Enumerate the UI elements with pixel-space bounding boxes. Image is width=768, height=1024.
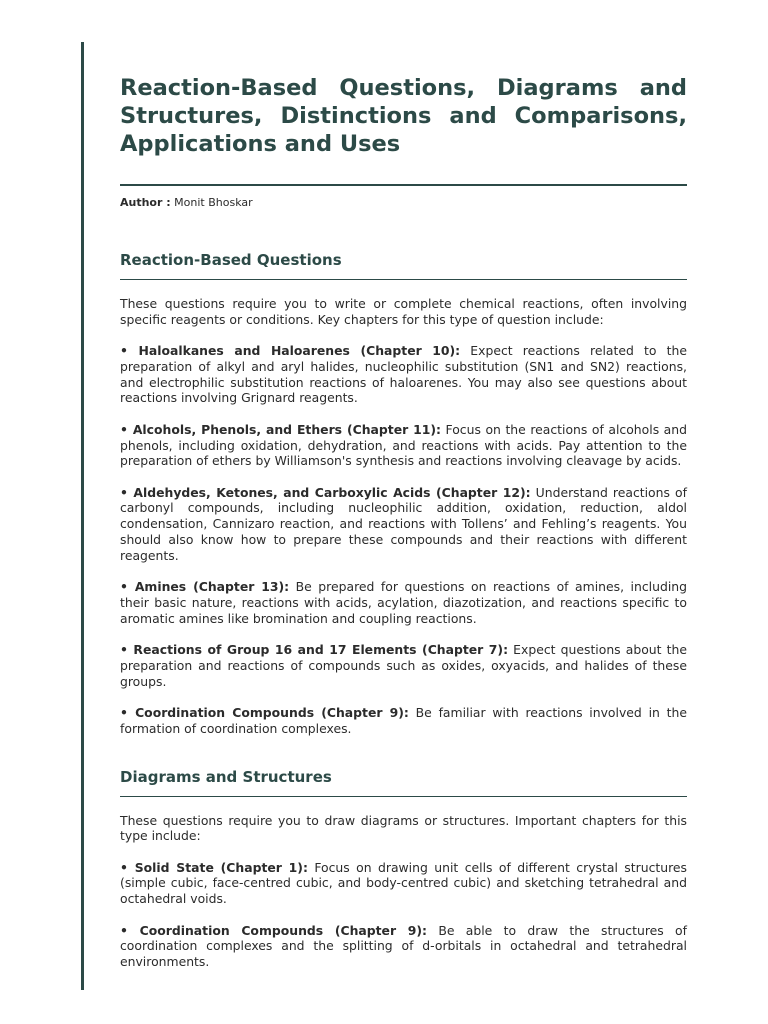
list-item	[120, 343, 687, 406]
left-margin-rule	[81, 42, 84, 990]
item-label: • Amines (Chapter 13):	[120, 579, 290, 595]
item-text: Be familiar with reactions involved in the formation of coordination complexes.	[120, 704, 687, 736]
list-item	[120, 923, 687, 970]
section-heading-diagrams: Diagrams and Structures	[120, 767, 332, 786]
item-label: • Haloalkanes and Haloarenes (Chapter 10):	[120, 343, 461, 359]
section-divider	[120, 279, 687, 280]
section-intro: These questions require you to draw diagrams or structures. Important chapters for this type include:	[120, 812, 687, 844]
item-text: Expect reactions related to the preparation of alkyl and aryl halides, nucleophilic substitution (SN1 and SN2) reactions, and electrophilic substitution reactions of haloarenes. You may also see questions about reactions involving Grignard reagents.	[120, 343, 687, 406]
list-item	[120, 705, 687, 737]
item-text: Be able to draw the structures of coordination complexes and the splitting of d-orbitals in octahedral and tetrahedral environments.	[120, 922, 687, 970]
section-intro: These questions require you to write or complete chemical reactions, often involving specific reagents or conditions. Key chapters for this type of question include:	[120, 296, 687, 327]
item-text: Focus on drawing unit cells of different crystal structures (simple cubic, face-centred cubic, and body-centred cubic) and sketching tetrahedral and octahedral voids.	[120, 859, 687, 907]
item-text: Focus on the reactions of alcohols and phenols, including oxidation, dehydration, and reactions with acids. Pay attention to the preparation of ethers by Williamson's synthesis and reactions involving cleavage by acids.	[120, 421, 687, 469]
item-text: Understand reactions of carbonyl compounds, including nucleophilic addition, oxidation, reduction, aldol condensation, Cannizaro reaction, and reactions with Tollens’ and Fehling’s reagents. You should also know how to prepare these compounds and their reactions with different reagents.	[120, 484, 687, 563]
list-item	[120, 579, 687, 626]
section-divider	[120, 796, 687, 797]
item-label: • Coordination Compounds (Chapter 9):	[120, 922, 428, 938]
list-item	[120, 642, 687, 689]
title-divider	[120, 184, 687, 186]
item-label: • Coordination Compounds (Chapter 9):	[120, 704, 409, 720]
item-label: • Alcohols, Phenols, and Ethers (Chapter 11):	[120, 421, 441, 437]
author-line	[120, 196, 687, 210]
item-text: Expect questions about the preparation and reactions of compounds such as oxides, oxyacids, and halides of these groups.	[120, 642, 687, 689]
item-label: • Reactions of Group 16 and 17 Elements (Chapter 7):	[120, 642, 509, 658]
item-label: • Aldehydes, Ketones, and Carboxylic Acids (Chapter 12):	[120, 484, 531, 500]
document-title: Reaction-Based Questions, Diagrams and Structures, Distinctions and Comparisons, Applications and Uses	[120, 75, 687, 157]
item-text: Be prepared for questions on reactions of amines, including their basic nature, reactions with acids, acylation, diazotization, and reactions specific to aromatic amines like bromination and coupling reactions.	[120, 579, 687, 626]
section-heading-reaction-based: Reaction-Based Questions	[120, 251, 342, 269]
author-label: Author :	[120, 196, 171, 209]
list-item	[120, 485, 687, 564]
author-name: Monit Bhoskar	[174, 196, 253, 209]
list-item	[120, 422, 687, 469]
document-page	[120, 74, 687, 970]
list-item	[120, 860, 687, 907]
item-label: • Solid State (Chapter 1):	[120, 859, 308, 875]
